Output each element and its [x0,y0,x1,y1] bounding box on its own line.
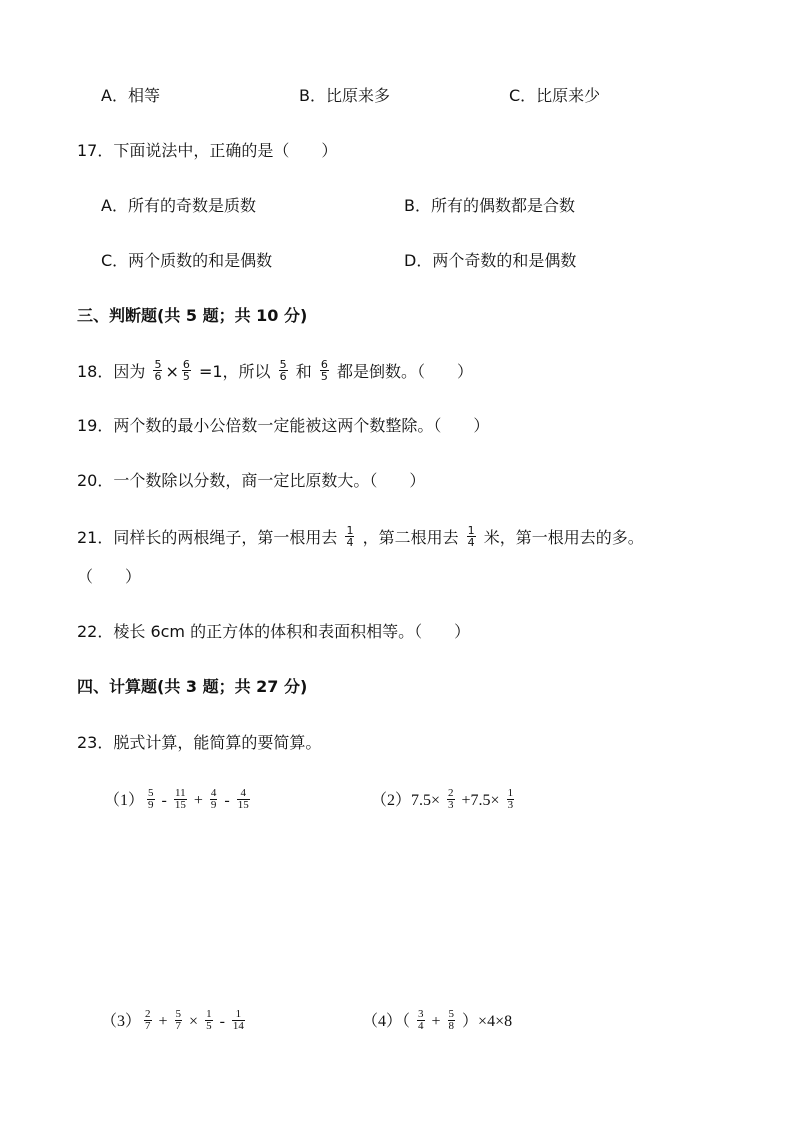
q18-fraction-4: $\frac{6}{5}$ [320,358,328,383]
q22: 22．棱长 6cm 的正方体的体积和表面积相等。（ ） [77,622,471,641]
q18-fraction-3: $\frac{5}{6}$ [279,358,287,383]
section-3-title: 三、判断题(共 5 题；共 10 分) [77,306,308,325]
q19: 19．两个数的最小公倍数一定能被这两个数整除。（ ） [77,416,490,435]
q23-p1-fraction-b: $\frac{11}{15}$ [174,787,186,811]
q23-p3-fraction-a: $\frac{2}{7}$ [145,1008,151,1032]
q17-option-b: B．所有的偶数都是合数 [404,196,575,215]
q23-p1-op1: - [161,792,167,810]
q16-option-a: A．相等 [101,86,160,105]
q18-times: × [165,362,179,381]
q18-suffix: 都是倒数。（ ） [336,362,473,381]
q23-p1-op2: + [193,792,203,810]
q23-p4-suffix: ）×4×8 [462,1013,513,1031]
q21-suffix: 米，第一根用去的多。 [483,528,644,547]
q23-p2-fraction-a: $\frac{2}{3}$ [448,787,454,811]
q17-stem: 17．下面说法中，正确的是（ ） [77,141,338,160]
q23-p3-fraction-d: $\frac{1}{14}$ [232,1008,244,1032]
q16-option-c: C．比原来少 [509,86,601,105]
q21-answer-paren: （ ） [77,567,142,586]
q18 [77,358,473,384]
q21-prefix: 21．同样长的两根绳子，第一根用去 [77,528,338,547]
q17-option-a: A．所有的奇数是质数 [101,196,256,215]
q23-p2-fraction-b: $\frac{1}{3}$ [507,787,514,811]
q23-p4-label: （4）（ [362,1013,411,1031]
q23-part-3 [101,1008,248,1034]
q23-p2-label: （2）7.5× [371,792,441,810]
q18-eq: =1，所以 [198,362,271,381]
q23-p1-fraction-a: $\frac{5}{9}$ [148,787,154,811]
q18-prefix: 18．因为 [77,362,146,381]
q23-p4-fraction-a: $\frac{3}{4}$ [418,1008,424,1032]
q23-p3-label: （3） [101,1013,142,1031]
q18-fraction-2: $\frac{6}{5}$ [182,358,190,383]
q21 [77,524,644,550]
q23-p2-mid: +7.5× [461,792,500,810]
q23-stem: 23．脱式计算，能简算的要简算。 [77,733,322,752]
q23-part-1 [104,787,253,813]
q23-p3-fraction-b: $\frac{5}{7}$ [175,1008,182,1032]
q18-fraction-1: $\frac{5}{6}$ [154,358,162,383]
q23-p4-op1: + [431,1013,441,1031]
q23-p1-op3: - [224,792,230,810]
q23-p3-fraction-c: $\frac{1}{5}$ [206,1008,212,1032]
q23-p1-fraction-d: $\frac{4}{15}$ [237,787,249,811]
q23-p1-fraction-c: $\frac{4}{9}$ [210,787,217,811]
q23-p4-fraction-b: $\frac{5}{8}$ [448,1008,455,1032]
section-4-title: 四、计算题(共 3 题；共 27 分) [77,677,308,696]
q23-part-4 [362,1008,513,1034]
q21-fraction-1: $\frac{1}{4}$ [346,524,354,549]
q23-p1-label: （1） [104,792,145,810]
q21-fraction-2: $\frac{1}{4}$ [467,524,475,549]
q23-p3-op3: - [219,1013,225,1031]
q17-option-d: D．两个奇数的和是偶数 [404,251,577,270]
q23-p3-op2: × [189,1013,199,1031]
q20: 20．一个数除以分数，商一定比原数大。（ ） [77,471,426,490]
q23-part-2 [371,787,517,813]
q23-p3-op1: + [158,1013,168,1031]
q16-option-b: B．比原来多 [299,86,390,105]
q17-option-c: C．两个质数的和是偶数 [101,251,273,270]
q21-mid: ，第二根用去 [362,528,459,547]
q18-and: 和 [295,362,312,381]
